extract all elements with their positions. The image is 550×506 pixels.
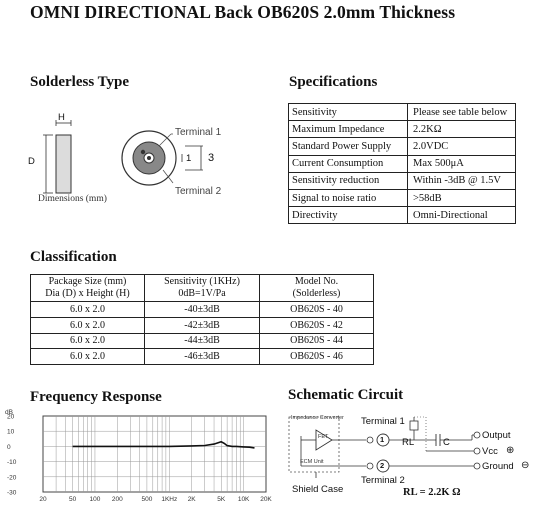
model-no-cell: OB620S - 44 bbox=[260, 333, 374, 349]
spec-key: Current Consumption bbox=[289, 155, 408, 172]
package-size-cell: 6.0 x 2.0 bbox=[31, 349, 145, 365]
spec-value: >58dB bbox=[408, 189, 516, 206]
schematic-heading: Schematic Circuit bbox=[288, 387, 404, 403]
spec-key: Sensitivity bbox=[289, 104, 408, 121]
classification-table bbox=[30, 274, 374, 365]
page-title: OMNI DIRECTIONAL Back OB620S 2.0mm Thickness bbox=[30, 2, 456, 22]
node-1-label: 1 bbox=[380, 435, 385, 444]
model-no-cell: OB620S - 42 bbox=[260, 317, 374, 333]
impedance-converter-label: Impedance Converter bbox=[291, 415, 344, 421]
terminal1-label: Terminal 1 bbox=[175, 127, 222, 138]
spec-row bbox=[289, 189, 516, 206]
rl-label: RL bbox=[402, 437, 415, 448]
spec-key: Directivity bbox=[289, 207, 408, 224]
fet-label: FET bbox=[318, 434, 329, 440]
x-tick-label: 1KHz bbox=[161, 496, 178, 503]
fet-symbol bbox=[316, 430, 332, 450]
node-2-label: 2 bbox=[380, 461, 385, 470]
y-tick-label: 0 bbox=[7, 443, 11, 451]
header-sensitivity: Sensitivity (1KHz) 0dB=1V/Pa bbox=[145, 275, 260, 302]
spec-key: Sensitivity reduction bbox=[289, 172, 408, 189]
package-size-cell: 6.0 x 2.0 bbox=[31, 302, 145, 318]
sensitivity-cell: -44±3dB bbox=[145, 333, 260, 349]
spec-row bbox=[289, 155, 516, 172]
spec-value: Omni-Directional bbox=[408, 207, 516, 224]
frequency-response-chart bbox=[0, 404, 280, 506]
y-tick-label: 20 bbox=[7, 413, 15, 421]
side-view bbox=[56, 135, 71, 193]
x-tick-label: 20K bbox=[260, 496, 272, 503]
rl-value: RL = 2.2K Ω bbox=[403, 487, 461, 498]
x-tick-label: 50 bbox=[68, 496, 77, 503]
x-tick-label: 200 bbox=[111, 496, 123, 503]
classification-row bbox=[31, 349, 374, 365]
x-tick-label: 100 bbox=[89, 496, 101, 503]
label-h: H bbox=[58, 112, 65, 123]
y-tick-label: -20 bbox=[7, 474, 17, 482]
sensitivity-cell: -40±3dB bbox=[145, 302, 260, 318]
label-3: 3 bbox=[208, 152, 215, 164]
plus-icon: ⊕ bbox=[506, 445, 515, 456]
x-tick-label: 2K bbox=[187, 496, 196, 503]
spec-value: Please see table below bbox=[408, 104, 516, 121]
spec-value: 2.2KΩ bbox=[408, 121, 516, 138]
spec-key: Standard Power Supply bbox=[289, 138, 408, 155]
package-size-cell: 6.0 x 2.0 bbox=[31, 333, 145, 349]
package-size-cell: 6.0 x 2.0 bbox=[31, 317, 145, 333]
x-tick-label: 10K bbox=[237, 496, 250, 503]
model-no-cell: OB620S - 40 bbox=[260, 302, 374, 318]
y-axis-label: dB bbox=[5, 409, 13, 416]
solderless-heading: Solderless Type bbox=[30, 74, 130, 90]
vcc-label: Vcc bbox=[482, 446, 498, 457]
c-label: C bbox=[443, 437, 450, 448]
header-package-size: Package Size (mm) Dia (D) x Height (H) bbox=[31, 275, 145, 302]
schematic-terminal2: Terminal 2 bbox=[361, 475, 405, 486]
rl-resistor bbox=[410, 421, 418, 430]
ground-terminal bbox=[474, 463, 480, 469]
specifications-heading: Specifications bbox=[289, 74, 378, 90]
shield-case-label: Shield Case bbox=[292, 484, 344, 495]
schematic-terminal1: Terminal 1 bbox=[361, 416, 405, 427]
spec-row bbox=[289, 104, 516, 121]
spec-key: Signal to noise ratio bbox=[289, 189, 408, 206]
spec-row bbox=[289, 138, 516, 155]
y-tick-label: -10 bbox=[7, 459, 17, 467]
x-tick-label: 5K bbox=[217, 496, 226, 503]
spec-row bbox=[289, 121, 516, 138]
plot-area bbox=[43, 416, 266, 492]
ecm-unit-label: ECM Unit bbox=[300, 459, 324, 465]
spec-row bbox=[289, 207, 516, 224]
spec-key: Maximum Impedance bbox=[289, 121, 408, 138]
spec-value: Within -3dB @ 1.5V bbox=[408, 172, 516, 189]
spec-row bbox=[289, 172, 516, 189]
label-1: 1 bbox=[186, 153, 192, 164]
label-d: D bbox=[28, 156, 35, 167]
x-tick-label: 500 bbox=[141, 496, 153, 503]
y-tick-label: 10 bbox=[7, 428, 15, 436]
header-model-no: Model No. (Solderless) bbox=[260, 275, 374, 302]
output-terminal bbox=[474, 432, 480, 438]
sensitivity-cell: -46±3dB bbox=[145, 349, 260, 365]
x-tick-label: 20 bbox=[39, 496, 47, 503]
classification-row bbox=[31, 302, 374, 318]
classification-heading: Classification bbox=[30, 249, 117, 265]
vcc-terminal bbox=[474, 448, 480, 454]
model-no-cell: OB620S - 46 bbox=[260, 349, 374, 365]
y-tick-label: -30 bbox=[7, 489, 17, 497]
frequency-response-heading: Frequency Response bbox=[30, 389, 162, 405]
specifications-table bbox=[288, 103, 516, 224]
sensitivity-cell: -42±3dB bbox=[145, 317, 260, 333]
minus-icon: ⊖ bbox=[521, 460, 530, 471]
terminal2-label: Terminal 2 bbox=[175, 186, 222, 197]
classification-row bbox=[31, 333, 374, 349]
spec-value: 2.0VDC bbox=[408, 138, 516, 155]
output-label: Output bbox=[482, 430, 511, 441]
classification-row bbox=[31, 317, 374, 333]
dimensions-caption: Dimensions (mm) bbox=[38, 194, 107, 204]
spec-value: Max 500μA bbox=[408, 155, 516, 172]
ground-label: Ground bbox=[482, 461, 514, 472]
classification-header-row bbox=[31, 275, 374, 302]
